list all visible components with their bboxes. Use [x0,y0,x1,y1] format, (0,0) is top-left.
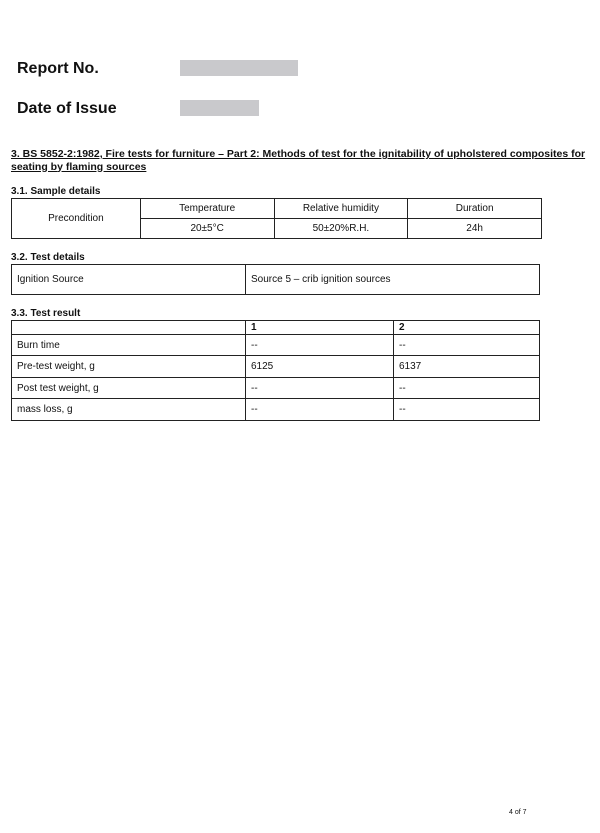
precondition-label: Precondition [12,199,141,239]
test-details-table [11,264,540,295]
row-label: Burn time [12,335,246,356]
table-row [12,399,540,421]
val-duration: 24h [408,219,542,239]
val-temperature: 20±5°C [140,219,274,239]
result-header-1: 1 [246,321,394,335]
result-header-2: 2 [394,321,540,335]
page-number: 4 of 7 [509,809,527,816]
report-no-label: Report No. [17,60,99,77]
col-temperature: Temperature [140,199,274,219]
date-of-issue-redaction [180,100,259,116]
row-value-2: -- [394,335,540,356]
col-duration: Duration [408,199,542,219]
row-value-1: 6125 [246,356,394,378]
result-header-empty [12,321,246,335]
col-relative-humidity: Relative humidity [274,199,408,219]
row-label: Post test weight, g [12,378,246,399]
row-value-2: 6137 [394,356,540,378]
row-value-2: -- [394,399,540,421]
section-title: 3. BS 5852-2:1982, Fire tests for furniture – Part 2: Methods of test for the ignitability of upholstered composites for seating by flaming sources [11,148,586,173]
table-row [12,356,540,378]
test-result-heading: 3.3. Test result [11,308,81,319]
ignition-source-value: Source 5 – crib ignition sources [246,265,540,295]
val-relative-humidity: 50±20%R.H. [274,219,408,239]
sample-details-heading: 3.1. Sample details [11,186,101,197]
date-of-issue-label: Date of Issue [17,100,117,117]
row-label: Pre-test weight, g [12,356,246,378]
row-value-1: -- [246,378,394,399]
table-row [12,335,540,356]
test-details-heading: 3.2. Test details [11,252,85,263]
row-value-2: -- [394,378,540,399]
sample-details-table [11,198,542,239]
table-row [12,378,540,399]
ignition-source-label: Ignition Source [12,265,246,295]
report-no-redaction [180,60,298,76]
row-label: mass loss, g [12,399,246,421]
row-value-1: -- [246,399,394,421]
test-result-table [11,320,540,421]
row-value-1: -- [246,335,394,356]
